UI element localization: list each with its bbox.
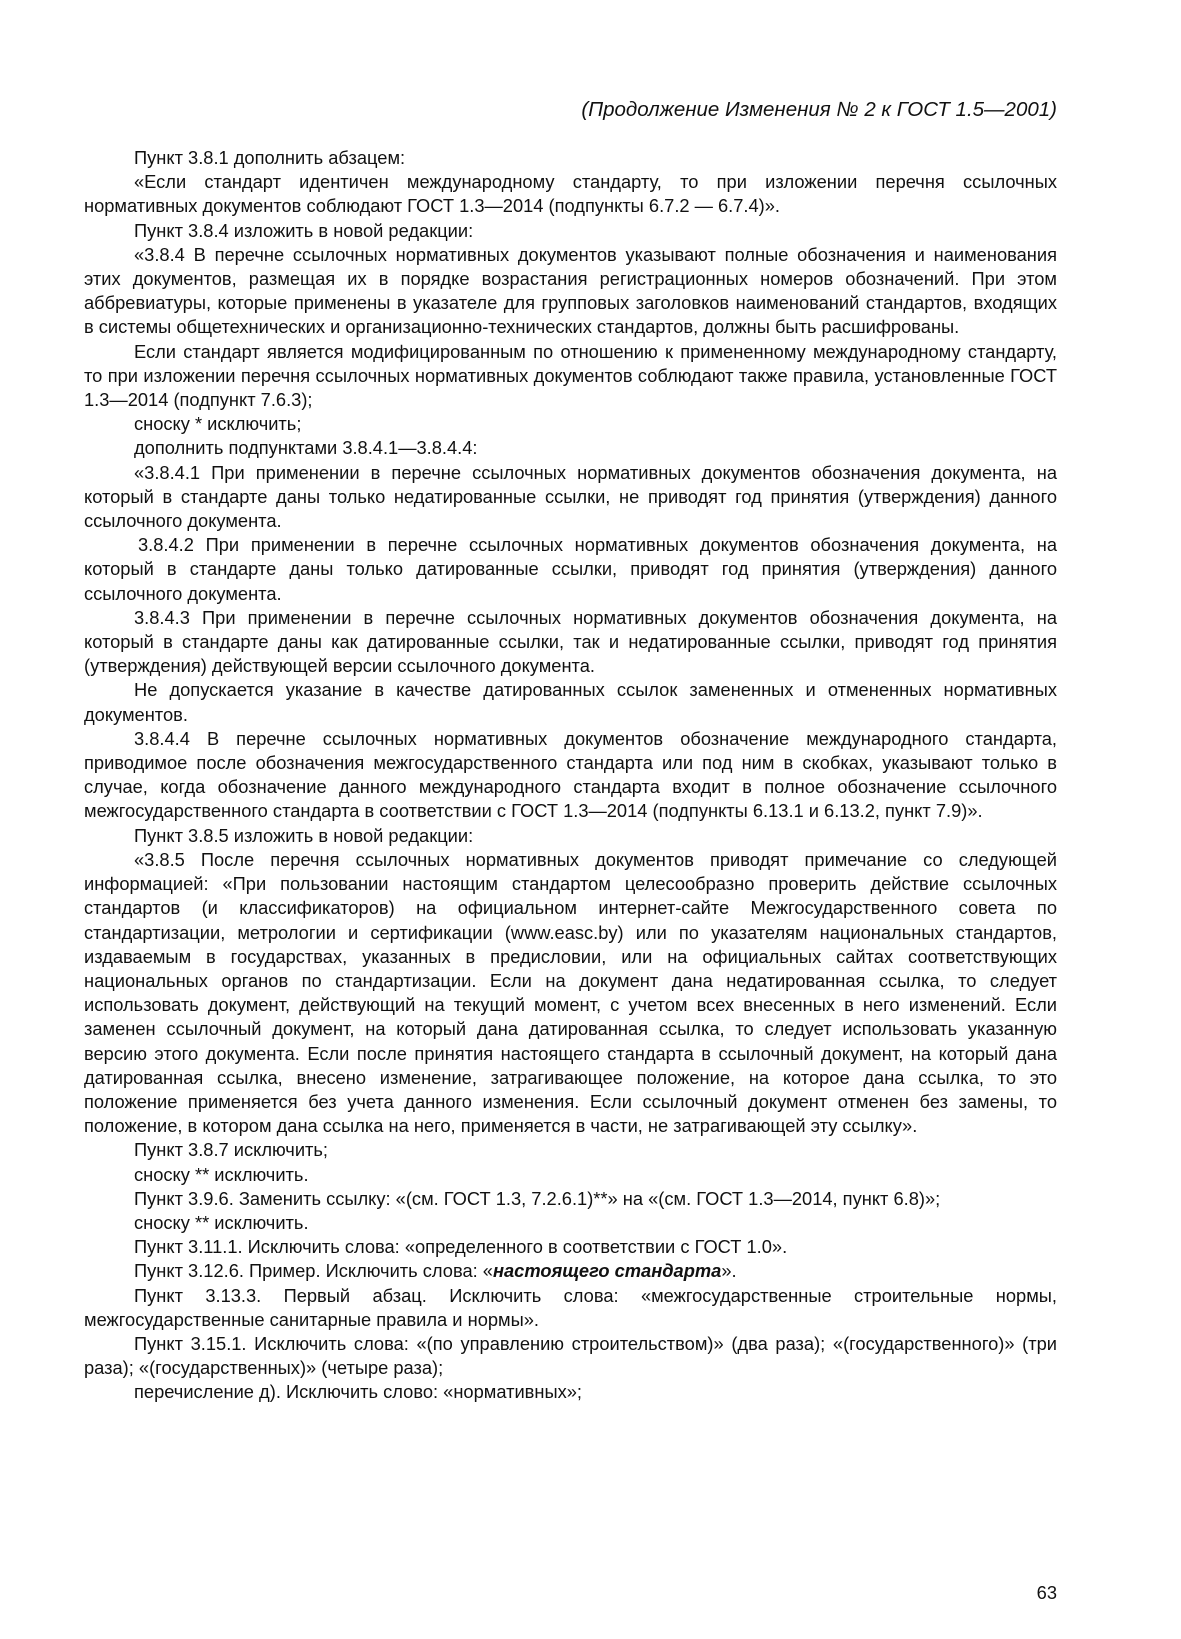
paragraph: Пункт 3.11.1. Исключить слова: «определенного в соответствии с ГОСТ 1.0». (134, 1236, 788, 1258)
paragraph: Пункт 3.9.6. Заменить ссылку: «(см. ГОСТ 1.3, 7.2.6.1)**» на «(см. ГОСТ 1.3—2014, пункт 6.8)»; (134, 1187, 941, 1209)
paragraph: 3.8.4.4 В перечне ссылочных нормативных документов обозначение международного стандарта, приводимое после обозначения межгосударственного стандарта или под ним в скобках, указывают только в случае, когда обозначение данного международного стандарта входит в полное обозначение ссылочного межгосударственного стандарта в соответствии с ГОСТ 1.3—2014 (подпункты 6.13.1 и 6.13.2, пункт 7.9)». (84, 727, 1057, 822)
paragraph-with-emphasis (84, 1259, 1057, 1283)
paragraph: Пункт 3.8.4 изложить в новой редакции: (134, 219, 474, 241)
paragraph: Не допускается указание в качестве датированных ссылок замененных и отмененных нормативных документов. (84, 679, 1057, 725)
paragraph: 3.8.4.3 При применении в перечне ссылочных нормативных документов обозначения документа, на который в стандарте даны как датированные ссылки, так и недатированные ссылки, приводят год принятия (утверждения) действующей версии ссылочного документа. (84, 606, 1057, 677)
paragraph: Пункт 3.8.5 изложить в новой редакции: (134, 824, 474, 846)
paragraph: «3.8.5 После перечня ссылочных нормативных документов приводят примечание со следующей информацией: «При пользовании настоящим стандартом целесообразно проверить действие ссылочных стандартов (и классификаторов) на официальном интернет-сайте Межгосударственного совета по стандартизации, метрологии и сертификации (www.easc.by) или по указателям национальных стандартов, издаваемым в государствах, указанных в предисловии, или на официальных сайтах соответствующих национальных органов по стандартизации. Если на документ дана недатированная ссылка, то следует использовать документ, действующий на текущий момент, с учетом всех внесенных в него изменений. Если заменен ссылочный документ, на который дана датированная ссылка, то следует использовать указанную версию этого документа. Если после принятия настоящего стандарта в ссылочный документ, на который дана датированная ссылка, внесено изменение, затрагивающее положение, на которое дана ссылка, то это положение применяется без учета данного изменения. Если ссылочный документ отменен без замены, то положение, в котором дана ссылка на него, применяется в части, не затрагивающей эту ссылку». (84, 848, 1057, 1137)
paragraph: «3.8.4 В перечне ссылочных нормативных документов указывают полные обозначения и наименования этих документов, размещая их в порядке возрастания регистрационных номеров обозначений. При этом аббревиатуры, которые применены в указателе для групповых заголовков наименований стандартов, входящих в системы общетехнических и организационно-технических стандартов, должны быть расшифрованы. (84, 243, 1057, 338)
paragraph: Пункт 3.8.7 исключить; (134, 1139, 329, 1161)
continuation-header: (Продолжение Изменения № 2 к ГОСТ 1.5—2001) (581, 98, 1057, 121)
paragraph: сноску ** исключить. (134, 1163, 309, 1185)
paragraph: Если стандарт является модифицированным по отношению к примененному международному стандарту, то при изложении перечня ссылочных нормативных документов соблюдают также правила, установленные ГОСТ 1.3—2014 (подпункт 7.6.3); (84, 340, 1057, 411)
paragraph-text: ». (721, 1260, 737, 1282)
paragraph: «Если стандарт идентичен международному стандарту, то при изложении перечня ссылочных нормативных документов соблюдают ГОСТ 1.3—2014 (подпункты 6.7.2 — 6.7.4)». (84, 171, 1057, 217)
paragraph: Пункт 3.13.3. Первый абзац. Исключить слова: «межгосударственные строительные нормы, межгосударственные санитарные правила и нормы». (84, 1284, 1057, 1330)
paragraph: Пункт 3.8.1 дополнить абзацем: (134, 147, 406, 168)
paragraph-text: Пункт 3.12.6. Пример. Исключить слова: « (134, 1260, 493, 1282)
paragraph: Пункт 3.15.1. Исключить слова: «(по управлению строительством)» (два раза); «(государственного)» (три раза); «(государственных)» (четыре раза); (84, 1332, 1057, 1379)
paragraph: «3.8.4.1 При применении в перечне ссылочных нормативных документов обозначения документа, на который в стандарте даны только недатированные ссылки, не приводят год принятия (утверждения) данного ссылочного документа. (84, 461, 1057, 532)
document-body (84, 146, 1057, 1405)
paragraph: дополнить подпунктами 3.8.4.1—3.8.4.4: (134, 437, 478, 459)
paragraph: сноску ** исключить. (134, 1211, 309, 1233)
paragraph: сноску * исключить; (134, 413, 302, 435)
paragraph: 3.8.4.2 При применении в перечне ссылочных нормативных документов обозначения документа, на который в стандарте даны только датированные ссылки, приводят год принятия (утверждения) данного ссылочного документа. (84, 534, 1057, 604)
paragraph: перечисление д). Исключить слово: «нормативных»; (134, 1381, 583, 1403)
document-page (84, 0, 1057, 1639)
page-number: 63 (1036, 1582, 1057, 1603)
emphasized-text: настоящего стандарта (492, 1260, 722, 1282)
